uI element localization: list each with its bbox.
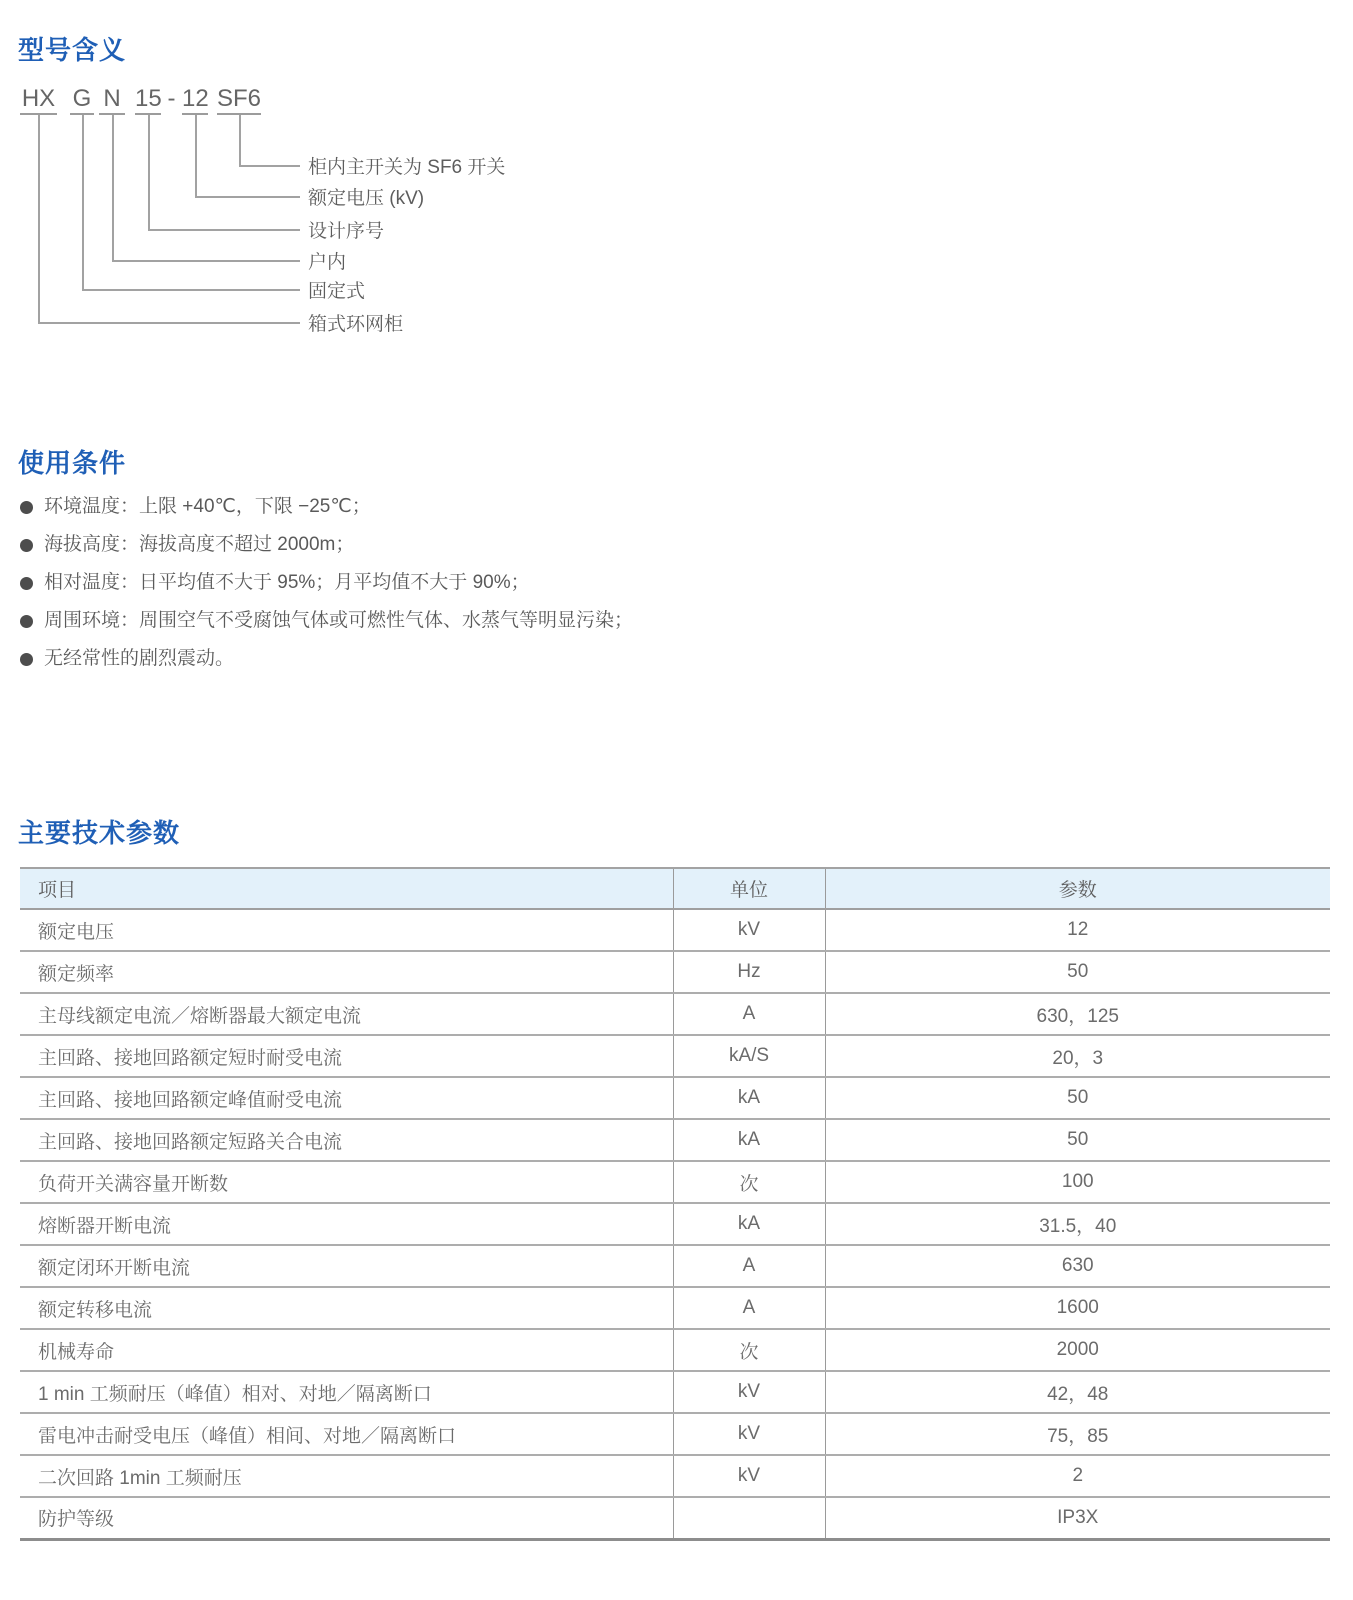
unit-cell: Hz [673,951,825,993]
params-table-body [20,909,1330,1539]
condition-text: 环境温度：上限 +40℃，下限 −25℃； [44,496,371,517]
value-cell: 2 [825,1455,1330,1497]
item-cell: 额定转移电流 [20,1287,673,1329]
model-code-diagram [0,0,900,360]
model-code-segment: G [70,86,94,115]
bullet-icon [20,501,33,514]
value-cell: 31.5，40 [825,1203,1330,1245]
model-code-label: 柜内主开关为 SF6 开关 [308,157,506,178]
section-title-technical-parameters: 主要技术参数 [18,818,181,848]
value-cell: 20，3 [825,1035,1330,1077]
value-cell: 50 [825,1119,1330,1161]
table-row [20,1203,1330,1245]
value-cell: IP3X [825,1497,1330,1539]
item-cell: 额定频率 [20,951,673,993]
table-row [20,1077,1330,1119]
unit-cell: kV [673,1413,825,1455]
bullet-icon [20,615,33,628]
item-cell: 主回路、接地回路额定短时耐受电流 [20,1035,673,1077]
unit-cell: kV [673,909,825,951]
value-cell: 630 [825,1245,1330,1287]
model-code-separator: - [167,85,176,112]
params-table-header [20,868,1330,909]
table-row [20,993,1330,1035]
unit-cell: kA [673,1203,825,1245]
model-code-segment: N [99,86,125,115]
condition-item [18,608,633,634]
params-table [20,867,1330,1541]
bullet-icon [20,539,33,552]
unit-cell: kA [673,1077,825,1119]
item-cell: 二次回路 1min 工频耐压 [20,1455,673,1497]
item-cell: 主回路、接地回路额定短路关合电流 [20,1119,673,1161]
model-code-label: 箱式环网柜 [308,314,404,335]
unit-cell: A [673,1245,825,1287]
table-row [20,1119,1330,1161]
unit-cell [673,1497,825,1539]
item-cell: 机械寿命 [20,1329,673,1371]
item-cell: 雷电冲击耐受电压（峰值）相间、对地／隔离断口 [20,1413,673,1455]
condition-text: 相对温度：日平均值不大于 95%；月平均值不大于 90%； [44,572,530,593]
table-row [20,1035,1330,1077]
conditions-list [18,494,633,684]
item-cell: 额定电压 [20,909,673,951]
condition-item [18,532,633,558]
column-header: 项目 [20,868,673,909]
value-cell: 1600 [825,1287,1330,1329]
value-cell: 2000 [825,1329,1330,1371]
value-cell: 42，48 [825,1371,1330,1413]
condition-text: 海拔高度：海拔高度不超过 2000m； [44,534,355,555]
unit-cell: kV [673,1371,825,1413]
unit-cell: A [673,1287,825,1329]
column-header: 单位 [673,868,825,909]
unit-cell: 次 [673,1161,825,1203]
model-code-segment: HX [20,86,57,115]
condition-item [18,494,633,520]
bullet-icon [20,653,33,666]
unit-cell: 次 [673,1329,825,1371]
condition-item [18,570,633,596]
model-code-label: 户内 [308,252,347,273]
model-code-segment: 12 [182,86,208,115]
value-cell: 50 [825,951,1330,993]
model-code-segment: SF6 [217,86,261,115]
item-cell: 负荷开关满容量开断数 [20,1161,673,1203]
section-title-model-meaning: 型号含义 [18,35,127,65]
table-row [20,1161,1330,1203]
condition-item [18,646,633,672]
unit-cell: kA/S [673,1035,825,1077]
table-row [20,1245,1330,1287]
value-cell: 100 [825,1161,1330,1203]
item-cell: 额定闭环开断电流 [20,1245,673,1287]
table-row [20,909,1330,951]
table-row [20,1287,1330,1329]
bullet-icon [20,577,33,590]
model-code-segment: 15 [135,86,161,115]
value-cell: 75，85 [825,1413,1330,1455]
value-cell: 630，125 [825,993,1330,1035]
model-code-label: 额定电压 (kV) [308,188,425,209]
condition-text: 无经常性的剧烈震动。 [44,648,235,669]
header-row [20,868,1330,909]
item-cell: 主母线额定电流／熔断器最大额定电流 [20,993,673,1035]
condition-text: 周围环境：周围空气不受腐蚀气体或可燃性气体、水蒸气等明显污染； [44,610,634,631]
item-cell: 1 min 工频耐压（峰值）相对、对地／隔离断口 [20,1371,673,1413]
value-cell: 12 [825,909,1330,951]
unit-cell: A [673,993,825,1035]
unit-cell: kA [673,1119,825,1161]
unit-cell: kV [673,1455,825,1497]
model-code-label: 固定式 [308,281,366,302]
item-cell: 熔断器开断电流 [20,1203,673,1245]
item-cell: 防护等级 [38,1509,115,1531]
table-row [20,951,1330,993]
table-row [20,1497,1330,1539]
table-row [20,1413,1330,1455]
table-row [20,1371,1330,1413]
column-header: 参数 [825,868,1330,909]
table-row [20,1455,1330,1497]
value-cell: 50 [825,1077,1330,1119]
table-row [20,1329,1330,1371]
model-code-label: 设计序号 [308,221,385,242]
branch-line [239,115,300,167]
section-title-service-conditions: 使用条件 [18,448,127,478]
item-cell: 主回路、接地回路额定峰值耐受电流 [20,1077,673,1119]
